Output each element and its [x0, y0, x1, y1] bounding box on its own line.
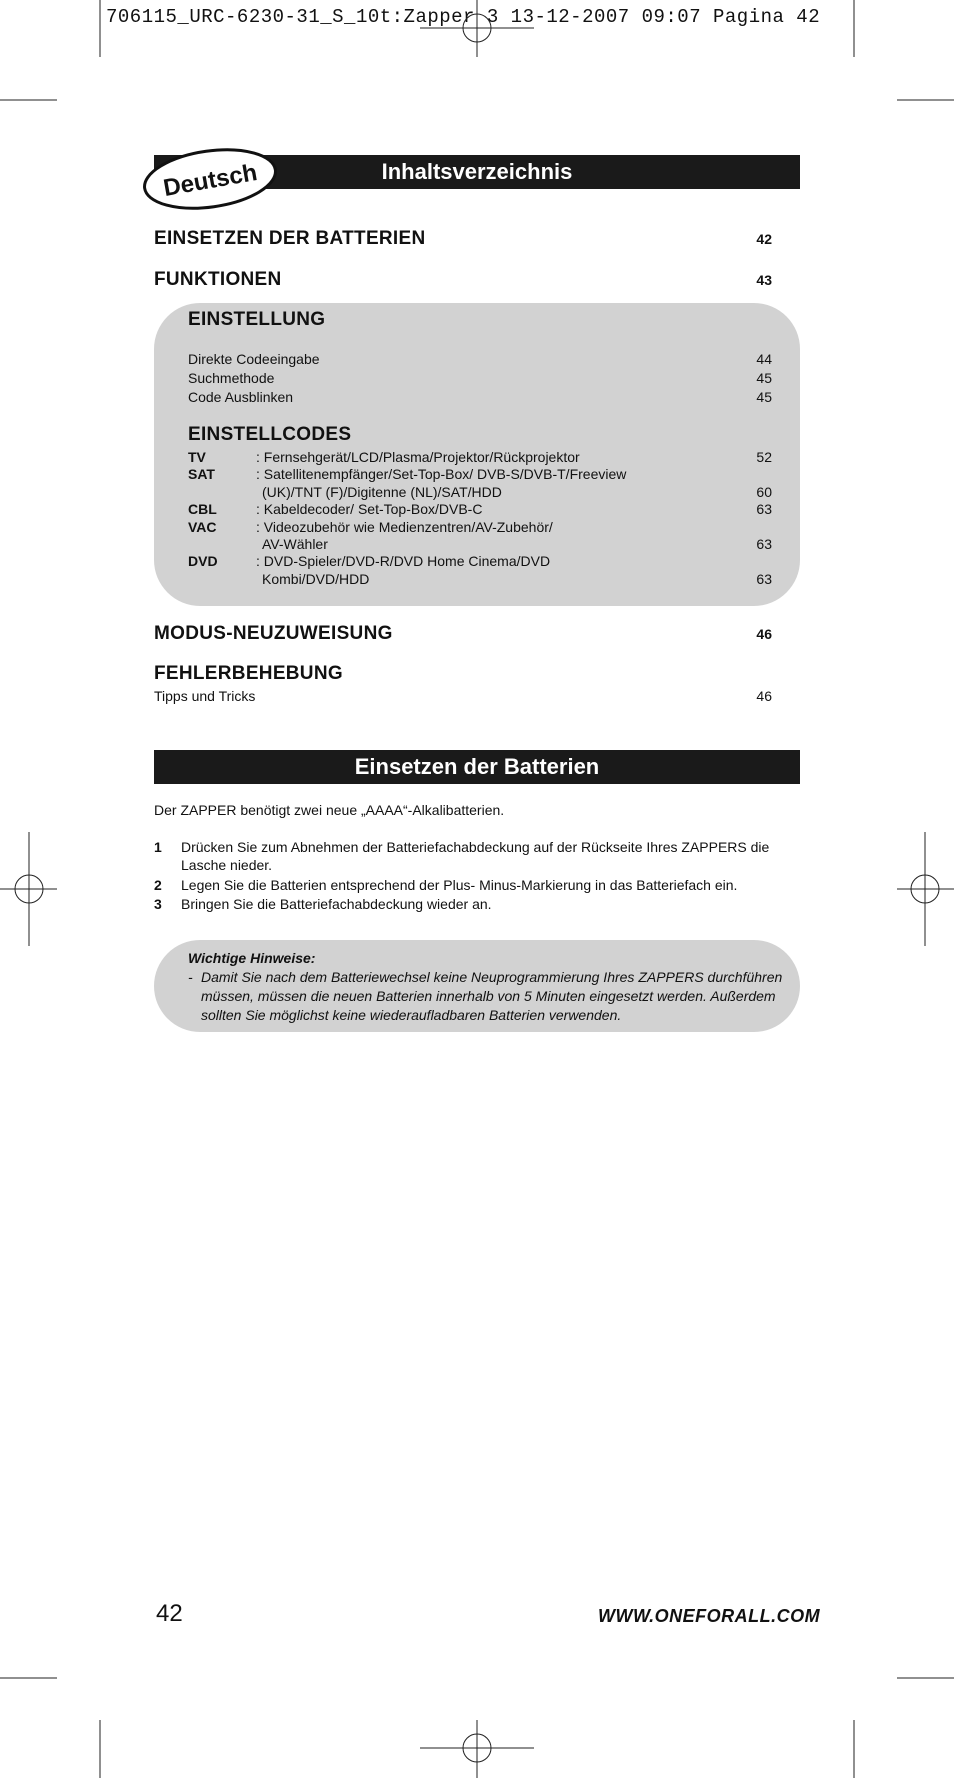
toc-title: Inhaltsverzeichnis	[381, 159, 573, 184]
code-key: DVD	[188, 553, 218, 569]
toc-entry-label: FEHLERBEHEBUNG	[154, 663, 343, 684]
toc-item-label: Suchmethode	[188, 370, 275, 386]
step-text: Bringen Sie die Batteriefachabdeckung wieder an.	[181, 896, 492, 912]
note-body: Damit Sie nach dem Batteriewechsel keine Neuprogrammierung Ihres ZAPPERS durchführen müssen, müssen die neuen Batterien innerhalb von 5 Minuten eingesetzt werden. Außerdem sollten Sie möglichst keine wiederaufladbaren Batterien verwenden.	[201, 969, 783, 1023]
note-bullet: -	[188, 969, 193, 985]
step-3	[154, 895, 794, 913]
registration-mark-bottom	[420, 1720, 534, 1778]
important-notes-box	[154, 940, 800, 1032]
code-description: : Fernsehgerät/LCD/Plasma/Projektor/Rückprojektor	[256, 449, 580, 465]
important-notes-title: Wichtige Hinweise:	[188, 950, 316, 966]
important-notes-text	[188, 968, 788, 1025]
toc-entry-label: FUNKTIONEN	[154, 269, 282, 290]
batteries-title: Einsetzen der Batterien	[354, 754, 600, 779]
toc-entry-batterien[interactable]	[154, 228, 772, 250]
step-number: 1	[154, 839, 162, 855]
registration-mark-left	[0, 832, 57, 946]
toc-entry-page: 43	[756, 272, 772, 288]
code-description-continued: Kombi/DVD/HDD	[262, 571, 370, 587]
code-page: 63	[756, 536, 772, 552]
toc-item-label: Direkte Codeeingabe	[188, 351, 320, 367]
toc-item-suchmethode[interactable]	[188, 370, 772, 386]
toc-entry-fehlerbehebung[interactable]	[154, 663, 772, 685]
toc-entry-page: 46	[756, 626, 772, 642]
toc-settings-panel	[154, 303, 800, 606]
step-number: 2	[154, 877, 162, 893]
print-slug: 706115_URC-6230-31_S_10t:Zapper 3 13-12-2007 09:07 Pagina 42	[106, 6, 821, 28]
code-page: 63	[756, 501, 772, 517]
code-page: 63	[756, 571, 772, 587]
toc-entry-label: MODUS-NEUZUWEISUNG	[154, 623, 393, 644]
code-key: VAC	[188, 519, 217, 535]
code-key: TV	[188, 449, 206, 465]
code-page: 60	[756, 484, 772, 500]
toc-item-page: 44	[756, 351, 772, 367]
batteries-intro: Der ZAPPER benötigt zwei neue „AAAA“-Alkalibatterien.	[154, 802, 505, 818]
code-page: 52	[756, 449, 772, 465]
toc-item-label: Code Ausblinken	[188, 389, 294, 405]
step-1	[154, 838, 794, 874]
registration-mark-top	[420, 0, 534, 57]
toc-entry-label: EINSETZEN DER BATTERIEN	[154, 228, 426, 249]
step-text: Legen Sie die Batterien entsprechend der Plus- Minus-Markierung in das Batteriefach ein.	[181, 877, 738, 893]
toc-item-label: Tipps und Tricks	[154, 688, 256, 704]
toc-item-page: 45	[756, 389, 772, 405]
code-key: SAT	[188, 466, 215, 482]
toc-item-page: 46	[756, 688, 772, 704]
step-text: Drücken Sie zum Abnehmen der Batteriefachabdeckung auf der Rückseite Ihres ZAPPERS die Lasche nieder.	[181, 839, 770, 873]
code-description: : Kabeldecoder/ Set-Top-Box/DVB-C	[256, 501, 483, 517]
toc-item-page: 45	[756, 370, 772, 386]
code-description: : DVD-Spieler/DVD-R/DVD Home Cinema/DVD	[256, 553, 551, 569]
batteries-title-bar	[154, 750, 800, 784]
step-2	[154, 876, 794, 894]
einstellcodes-heading: EINSTELLCODES	[188, 424, 352, 445]
registration-mark-right	[897, 832, 954, 946]
toc-entry-modus[interactable]	[154, 623, 772, 645]
toc-item-direkte-codeeingabe[interactable]	[188, 351, 772, 367]
toc-item-code-ausblinken[interactable]	[188, 389, 772, 405]
toc-item-tipps[interactable]	[154, 688, 772, 704]
language-badge	[140, 146, 280, 212]
code-key: CBL	[188, 501, 217, 517]
code-description: : Videozubehör wie Medienzentren/AV-Zubehör/	[256, 519, 553, 535]
code-description-continued: (UK)/TNT (F)/Digitenne (NL)/SAT/HDD	[262, 484, 502, 500]
code-description: : Satellitenempfänger/Set-Top-Box/ DVB-S/DVB-T/Freeview	[256, 466, 627, 482]
toc-entry-funktionen[interactable]	[154, 269, 772, 291]
code-description-continued: AV-Wähler	[262, 536, 328, 552]
website-link[interactable]: WWW.ONEFORALL.COM	[598, 1606, 821, 1626]
step-number: 3	[154, 896, 162, 912]
page-number: 42	[156, 1600, 183, 1627]
toc-entry-page: 42	[756, 231, 772, 247]
einstellung-heading: EINSTELLUNG	[188, 309, 326, 330]
language-badge-label: Deutsch	[161, 158, 260, 202]
